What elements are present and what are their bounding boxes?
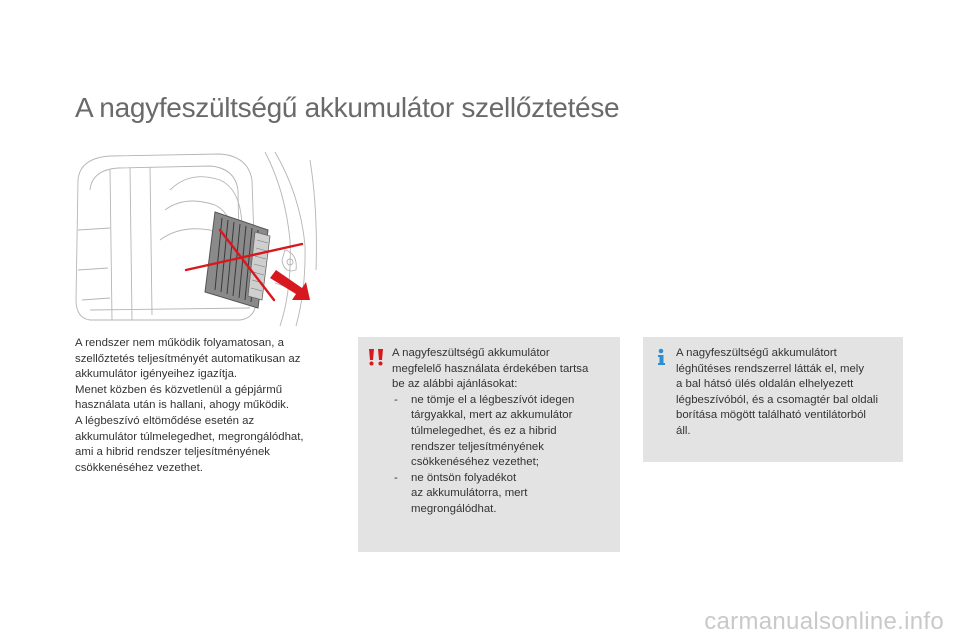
info-line: A nagyfeszültségű akkumulátort [676,347,837,359]
warning-exclamation-icon [366,347,386,367]
warning-item-line: tárgyakkal, mert az akkumulátor [411,409,573,422]
body-text [75,336,340,476]
body-text-line: A rendszer nem működik folyamatosan, a [75,337,284,349]
warning-list [392,393,610,518]
warning-item-line: ne öntsön folyadékot [411,471,517,484]
body-text-line: csökkenéséhez vezethet. [75,461,203,474]
info-icon [651,347,671,367]
info-line: borítása mögött található ventilátorból [676,409,866,422]
info-line: légbeszívóból, és a csomagtér bal oldali [676,393,878,406]
body-text-line: A légbeszívó eltömődése esetén az [75,414,255,427]
body-text-line: Menet közben és közvetlenül a gépjármű [75,383,283,396]
battery-vent-illustration [70,150,320,328]
page-title: A nagyfeszültségű akkumulátor szellőztetése [75,92,620,123]
info-line: léghűtéses rendszerrel látták el, mely [676,362,865,375]
list-dash: - [394,471,398,484]
warning-intro-line: megfelelő használata érdekében tartsa [392,362,589,375]
warning-intro-line: be az alábbi ajánlásokat: [392,378,518,391]
warning-box [358,337,620,552]
info-box [643,337,903,462]
warning-list-item [392,471,610,518]
warning-item-line: rendszer teljesítményének [411,440,544,453]
body-text-line: szellőztetés teljesítményét automatikusan az [75,352,301,365]
info-line: a bal hátsó ülés oldalán elhelyezett [676,378,854,391]
body-text-line: akkumulátor igényeihez igazítja. [75,368,238,381]
warning-item-line: túlmelegedhet, és ez a hibrid [411,424,557,437]
warning-item-line: az akkumulátorra, mert [411,487,528,500]
body-text-line: ami a hibrid rendszer teljesítményének [75,446,270,459]
body-text-line: akkumulátor túlmelegedhet, megrongálódhat, [75,430,304,443]
info-line: áll. [676,424,691,437]
body-text-line: használata után is hallani, ahogy működik. [75,399,290,412]
warning-list-item [392,393,610,471]
watermark: carmanualsonline.info [704,608,944,635]
warning-item-line: megrongálódhat. [411,502,497,515]
warning-item-line: csökkenéséhez vezethet; [411,456,539,469]
warning-intro-line: A nagyfeszültségű akkumulátor [392,347,550,359]
list-dash: - [394,393,398,406]
warning-item-line: ne tömje el a légbeszívót idegen [411,393,575,406]
